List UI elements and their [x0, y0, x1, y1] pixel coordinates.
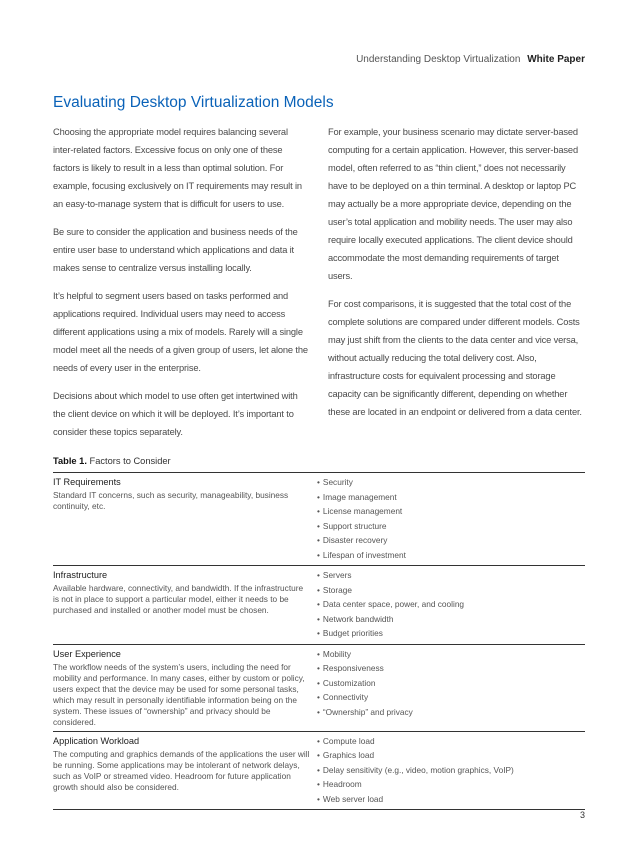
factor-list: [317, 568, 577, 641]
body-columns: [53, 123, 585, 451]
factors-table: [53, 456, 585, 810]
table-row-right: [315, 568, 577, 641]
factor-item: • Storage: [317, 583, 577, 598]
factor-item: • Security: [317, 475, 577, 490]
table-row-left: [53, 475, 315, 562]
factor-item: • Responsiveness: [317, 661, 577, 676]
factor-item: • Graphics load: [317, 748, 577, 763]
factor-item: • Customization: [317, 676, 577, 691]
table-caption-label: Table 1.: [53, 456, 87, 466]
factor-item: • Support structure: [317, 519, 577, 534]
factor-item: • “Ownership” and privacy: [317, 705, 577, 720]
table-caption-text: Factors to Consider: [89, 456, 171, 466]
factor-list: [317, 647, 577, 720]
row-heading: Infrastructure: [53, 570, 108, 580]
right-column: [328, 123, 585, 451]
table-row-right: [315, 475, 577, 562]
factor-item: • Web server load: [317, 792, 577, 807]
table-row: [53, 644, 585, 731]
row-description: The workflow needs of the system’s users, including the need for mobility and performance. In many cases, either by custom or policy, users expect that the device may be used for some personal tasks, which may result in personally identifiable information being on the system. These issues of “ownership” and privacy should be considered.: [53, 661, 305, 727]
body-paragraph: Be sure to consider the application and business needs of the entire user base to understand which applications and data it makes sense to centralize versus installing locally.: [53, 227, 298, 273]
table-row-left: [53, 568, 315, 641]
table-row: [53, 731, 585, 811]
factor-item: • Servers: [317, 568, 577, 583]
row-heading: IT Requirements: [53, 477, 121, 487]
table-row-left: [53, 734, 315, 807]
table-row: [53, 472, 585, 565]
factor-item: • Headroom: [317, 777, 577, 792]
factor-list: [317, 475, 577, 562]
page-header: [356, 54, 585, 65]
header-doc-type: White Paper: [527, 54, 585, 65]
factor-item: • Mobility: [317, 647, 577, 662]
factor-item: • Delay sensitivity (e.g., video, motion graphics, VoIP): [317, 763, 577, 778]
table-row: [53, 565, 585, 644]
factor-item: • Compute load: [317, 734, 577, 749]
left-column: [53, 123, 310, 451]
section-title: Evaluating Desktop Virtualization Models: [53, 94, 334, 111]
table-row-right: [315, 734, 577, 807]
page-number: 3: [579, 810, 585, 820]
header-section-title: Understanding Desktop Virtualization: [356, 54, 521, 65]
table-row-left: [53, 647, 315, 728]
factor-item: • Disaster recovery: [317, 533, 577, 548]
factor-item: • License management: [317, 504, 577, 519]
row-heading: User Experience: [53, 648, 121, 659]
body-paragraph: Choosing the appropriate model requires balancing several inter-related factors. Excessive focus on only one of these factors is likely to result in a less than optimal solution. For example, focusing exclusively on IT requirements may result in an easy-to-manage system that is difficult for users to use.: [53, 127, 302, 209]
factor-item: • Data center space, power, and cooling: [317, 597, 577, 612]
body-paragraph: For example, your business scenario may dictate server-based computing for a certain application. However, this server-based model, often referred to as “thin client,” does not necessarily have to be deployed on a thin terminal. A desktop or laptop PC may actually be a more appropriate device, depending on the user’s total application and mobility needs. The user may also require locally executed applications. The client device should accommodate the most demanding requirements of target users.: [328, 127, 578, 281]
factor-item: • Budget priorities: [317, 626, 577, 641]
factor-item: • Connectivity: [317, 690, 577, 705]
table-caption: [53, 456, 585, 466]
body-paragraph: For cost comparisons, it is suggested that the total cost of the complete solutions are compared under different models. Costs may just shift from the clients to the data center and vice versa, without actually reducing the total delivery cost. Also, infrastructure costs for equivalent processing and storage capacity can be significantly different, depending on whether these are located in an endpoint or delivered from a data center.: [328, 299, 582, 417]
body-paragraph: Decisions about which model to use often get intertwined with the client device on which it will be deployed. It’s important to consider these topics separately.: [53, 391, 298, 437]
row-heading: Application Workload: [53, 735, 140, 746]
row-description: The computing and graphics demands of the applications the user will be running. Some applications may be intolerant of network delays, such as VoIP or streamed video. Headroom for future application growth should also be considered.: [53, 748, 310, 792]
factor-item: • Network bandwidth: [317, 612, 577, 627]
factor-list: [317, 734, 577, 807]
factor-item: • Image management: [317, 490, 577, 505]
row-description: Standard IT concerns, such as security, manageability, business continuity, etc.: [53, 490, 289, 511]
table-row-right: [315, 647, 577, 728]
factor-item: • Lifespan of investment: [317, 548, 577, 563]
row-description: Available hardware, connectivity, and bandwidth. If the infrastructure is not in place to support a particular model, either it needs to be purchased and installed or another model must be chosen.: [53, 583, 304, 615]
body-paragraph: It’s helpful to segment users based on tasks performed and applications required. Individual users may need to access different applications using a mix of models. Rarely will a single model meet all the needs of a given group of users, let alone the needs of every user in the enterprise.: [53, 291, 308, 373]
